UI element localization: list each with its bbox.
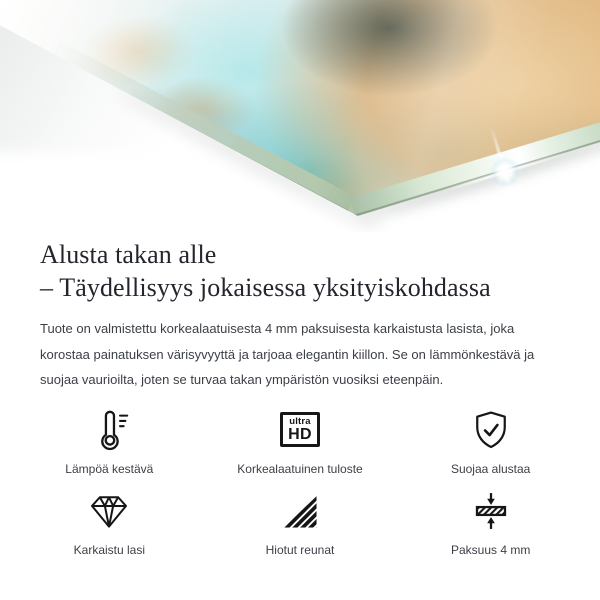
feature-heat-resistant bbox=[14, 405, 205, 476]
feature-thickness bbox=[395, 486, 586, 557]
feature-label: Karkaistu lasi bbox=[73, 542, 146, 557]
feature-polished-edges bbox=[205, 486, 396, 557]
feature-protects-surface bbox=[395, 405, 586, 476]
ultra-hd-badge-bottom: HD bbox=[288, 426, 312, 444]
product-hero-image bbox=[0, 0, 600, 232]
feature-label: Lämpöä kestävä bbox=[65, 461, 154, 476]
feature-label: Korkealaatuinen tuloste bbox=[237, 461, 363, 476]
feature-tempered-glass bbox=[14, 486, 205, 557]
diamond-icon bbox=[87, 486, 131, 536]
feature-grid bbox=[14, 405, 586, 557]
shield-check-icon bbox=[469, 405, 513, 455]
ultra-hd-badge-top: ultra bbox=[289, 415, 311, 427]
feature-label: Paksuus 4 mm bbox=[450, 542, 531, 557]
thickness-arrows-icon bbox=[470, 486, 512, 536]
page-title-line1: Alusta takan alle bbox=[40, 240, 217, 269]
thermometer-icon bbox=[86, 405, 132, 455]
intro-paragraph: Tuote on valmistettu korkealaatuisesta 4 mm paksuisesta karkaistusta lasista, joka korostaa painatuksen värisyvyyttä ja tarjoaa elegantin kiillon. Se on lämmönkestävä ja suojaa vaurioilta, joten se turvaa takan ympäristön vuosiksi eteenpäin. bbox=[40, 321, 535, 387]
feature-hd-print bbox=[205, 405, 396, 476]
page-title bbox=[40, 238, 560, 304]
page-title-line2: – Täydellisyys jokaisessa yksityiskohdassa bbox=[40, 273, 491, 302]
feature-label: Hiotut reunat bbox=[265, 542, 335, 557]
polished-edges-icon bbox=[279, 486, 321, 536]
ultra-hd-icon bbox=[280, 405, 320, 455]
feature-label: Suojaa alustaa bbox=[450, 461, 531, 476]
